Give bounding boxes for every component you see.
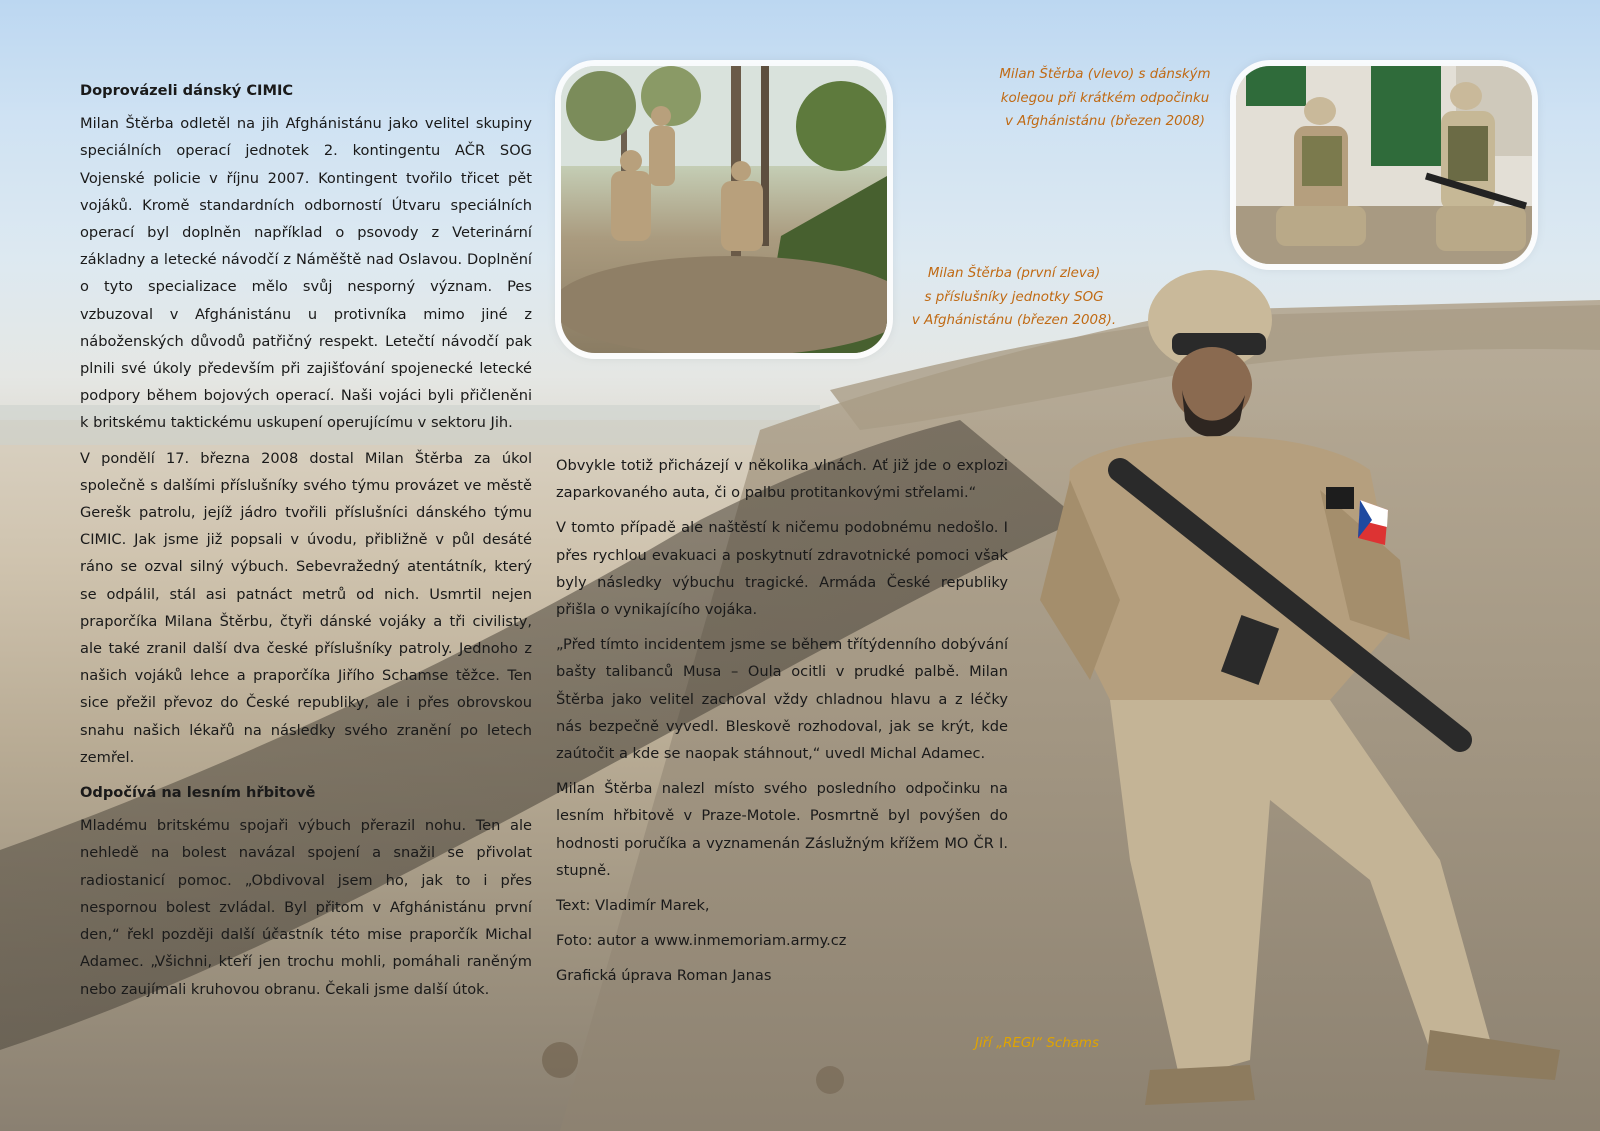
paragraph-explosion: V pondělí 17. března 2008 dostal Milan Štěrba za úkol společně s dalšími příslušníky svého týmu provázet ve městě Gerešk patrolu, jejíž jádro tvořili příslušníci dánského týmu CIMIC. Jak jsme již popsali v úvodu, přibližně v půl desáté ráno se ozval silný výbuch. Sebevražedný atentátník, který se odpálil, stál asi patnáct metrů od nich. Usmrtil nejen praporčíka Milana Štěrbu, čtyři dánské vojáky a tři civilisty, ale také zranil další dva české příslušníky patroly. Jednoho z našich vojáků lehce a praporčíka Jiřího Schamse těžce. Ten sice přežil převoz do České republiky, ale i přes obrovskou snahu našich lékařů na následky svého zranění po letech zemřel. — [80, 449, 532, 766]
caption-photo-grove — [895, 262, 1133, 333]
caption-line: Milan Štěrba (první zleva) — [927, 266, 1101, 281]
paragraph-burial: Milan Štěrba nalezl místo svého posledního odpočinku na lesním hřbitově v Praze-Motole. Posmrtně byl povýšen do hodnosti poručíka a vyznamenán Záslužným křížem MO ČR I. stupně. — [556, 780, 1008, 879]
photo-soldiers-grove — [561, 66, 887, 353]
section-heading-cimic: Doprovázeli dánský CIMIC — [80, 82, 294, 99]
credit-text: Text: Vladimír Marek, — [556, 897, 710, 915]
photo-soldiers-resting-image — [1236, 66, 1532, 264]
paragraph-evacuation: V tomto případě ale naštěstí k ničemu podobnému nedošlo. I přes rychlou evakuaci a poskytnutí zdravotnické pomoci však byly následky výbuchu tragické. Armáda České republiky přišla o vynikajícího vojáka. — [556, 519, 1008, 619]
section-heading-cemetery: Odpočívá na lesním hřbitově — [80, 784, 316, 802]
credit-graphics: Grafická úprava Roman Janas — [556, 967, 772, 985]
paragraph-waves: Obvykle totiž přicházejí v několika vlnách. Ať již jde o explozi zaparkovaného auta, či o palbu protitankovými střelami.“ — [556, 457, 1008, 502]
article-column-1 — [80, 77, 532, 1011]
photo-soldiers-resting — [1236, 66, 1532, 264]
credit-photo: Foto: autor a www.inmemoriam.army.cz — [556, 932, 847, 950]
caption-line: Milan Štěrba (vlevo) s dánským — [999, 67, 1211, 82]
caption-line: v Afghánistánu (březen 2008). — [911, 313, 1117, 328]
paragraph-radio-operator: Mladému britskému spojaři výbuch přerazil nohu. Ten ale nehledě na bolest navázal spojení a snažil se přivolat radiostanicí pomoc. „Obdivoval jsem ho, jak to i přes nespornou bolest zvládal. Byl přitom v Afghánistánu první den,“ řekl později další účastník této mise praporčík Michal Adamec. „Všichni, kteří jen trochu mohli, pomáhali raněným nebo zaujímali kruhovou obranu. Čekali jsme další útok. — [80, 817, 532, 998]
photo-soldiers-grove-image — [561, 66, 887, 353]
portrait-caption-schams: Jiří „REGI“ Schams — [975, 1036, 1099, 1051]
paragraph-quote-adamec: „Před tímto incidentem jsme se během třítýdenního dobývání bašty talibanců Musa – Oula ocitli v prudké palbě. Milan Štěrba jako velitel zachoval vždy chladnou hlavu a z léčky nás bezpečně vyvedl. Bleskově rozhodoval, jak se krýt, kde zaútočit a kde se naopak stáhnout,“ uvedl Michal Adamec. — [556, 636, 1008, 763]
caption-line: kolegou při krátkém odpočinku — [1000, 90, 1210, 106]
caption-line: s příslušníky jednotky SOG — [924, 289, 1104, 305]
caption-photo-resting — [990, 63, 1220, 134]
caption-line: v Afghánistánu (březen 2008) — [1005, 114, 1205, 129]
paragraph-deployment: Milan Štěrba odletěl na jih Afghánistánu jako velitel skupiny speciálních operací jednotek 2. kontingentu AČR SOG Vojenské policie v říjnu 2007. Kontingent tvořilo třicet pět vojáků. Kromě standardních odborností Útvaru speciálních operací byl doplněn například o psovody z Veterinární základny a letecké návodčí z Náměště nad Oslavou. Doplnění o tyto specializace mělo svůj nesporný význam. Pes vzbuzoval v Afghánistánu u protivníka mimo jiné z náboženských důvodů patřičný respekt. Letečtí návodčí pak plnili své úkoly především při zajišťování spojenecké letecké podpory během bojových operací. Naši vojáci byli přičleněni k britskému taktickému uskupení operujícímu v sektoru Jih. — [80, 115, 532, 432]
article-column-2 — [556, 452, 1008, 998]
